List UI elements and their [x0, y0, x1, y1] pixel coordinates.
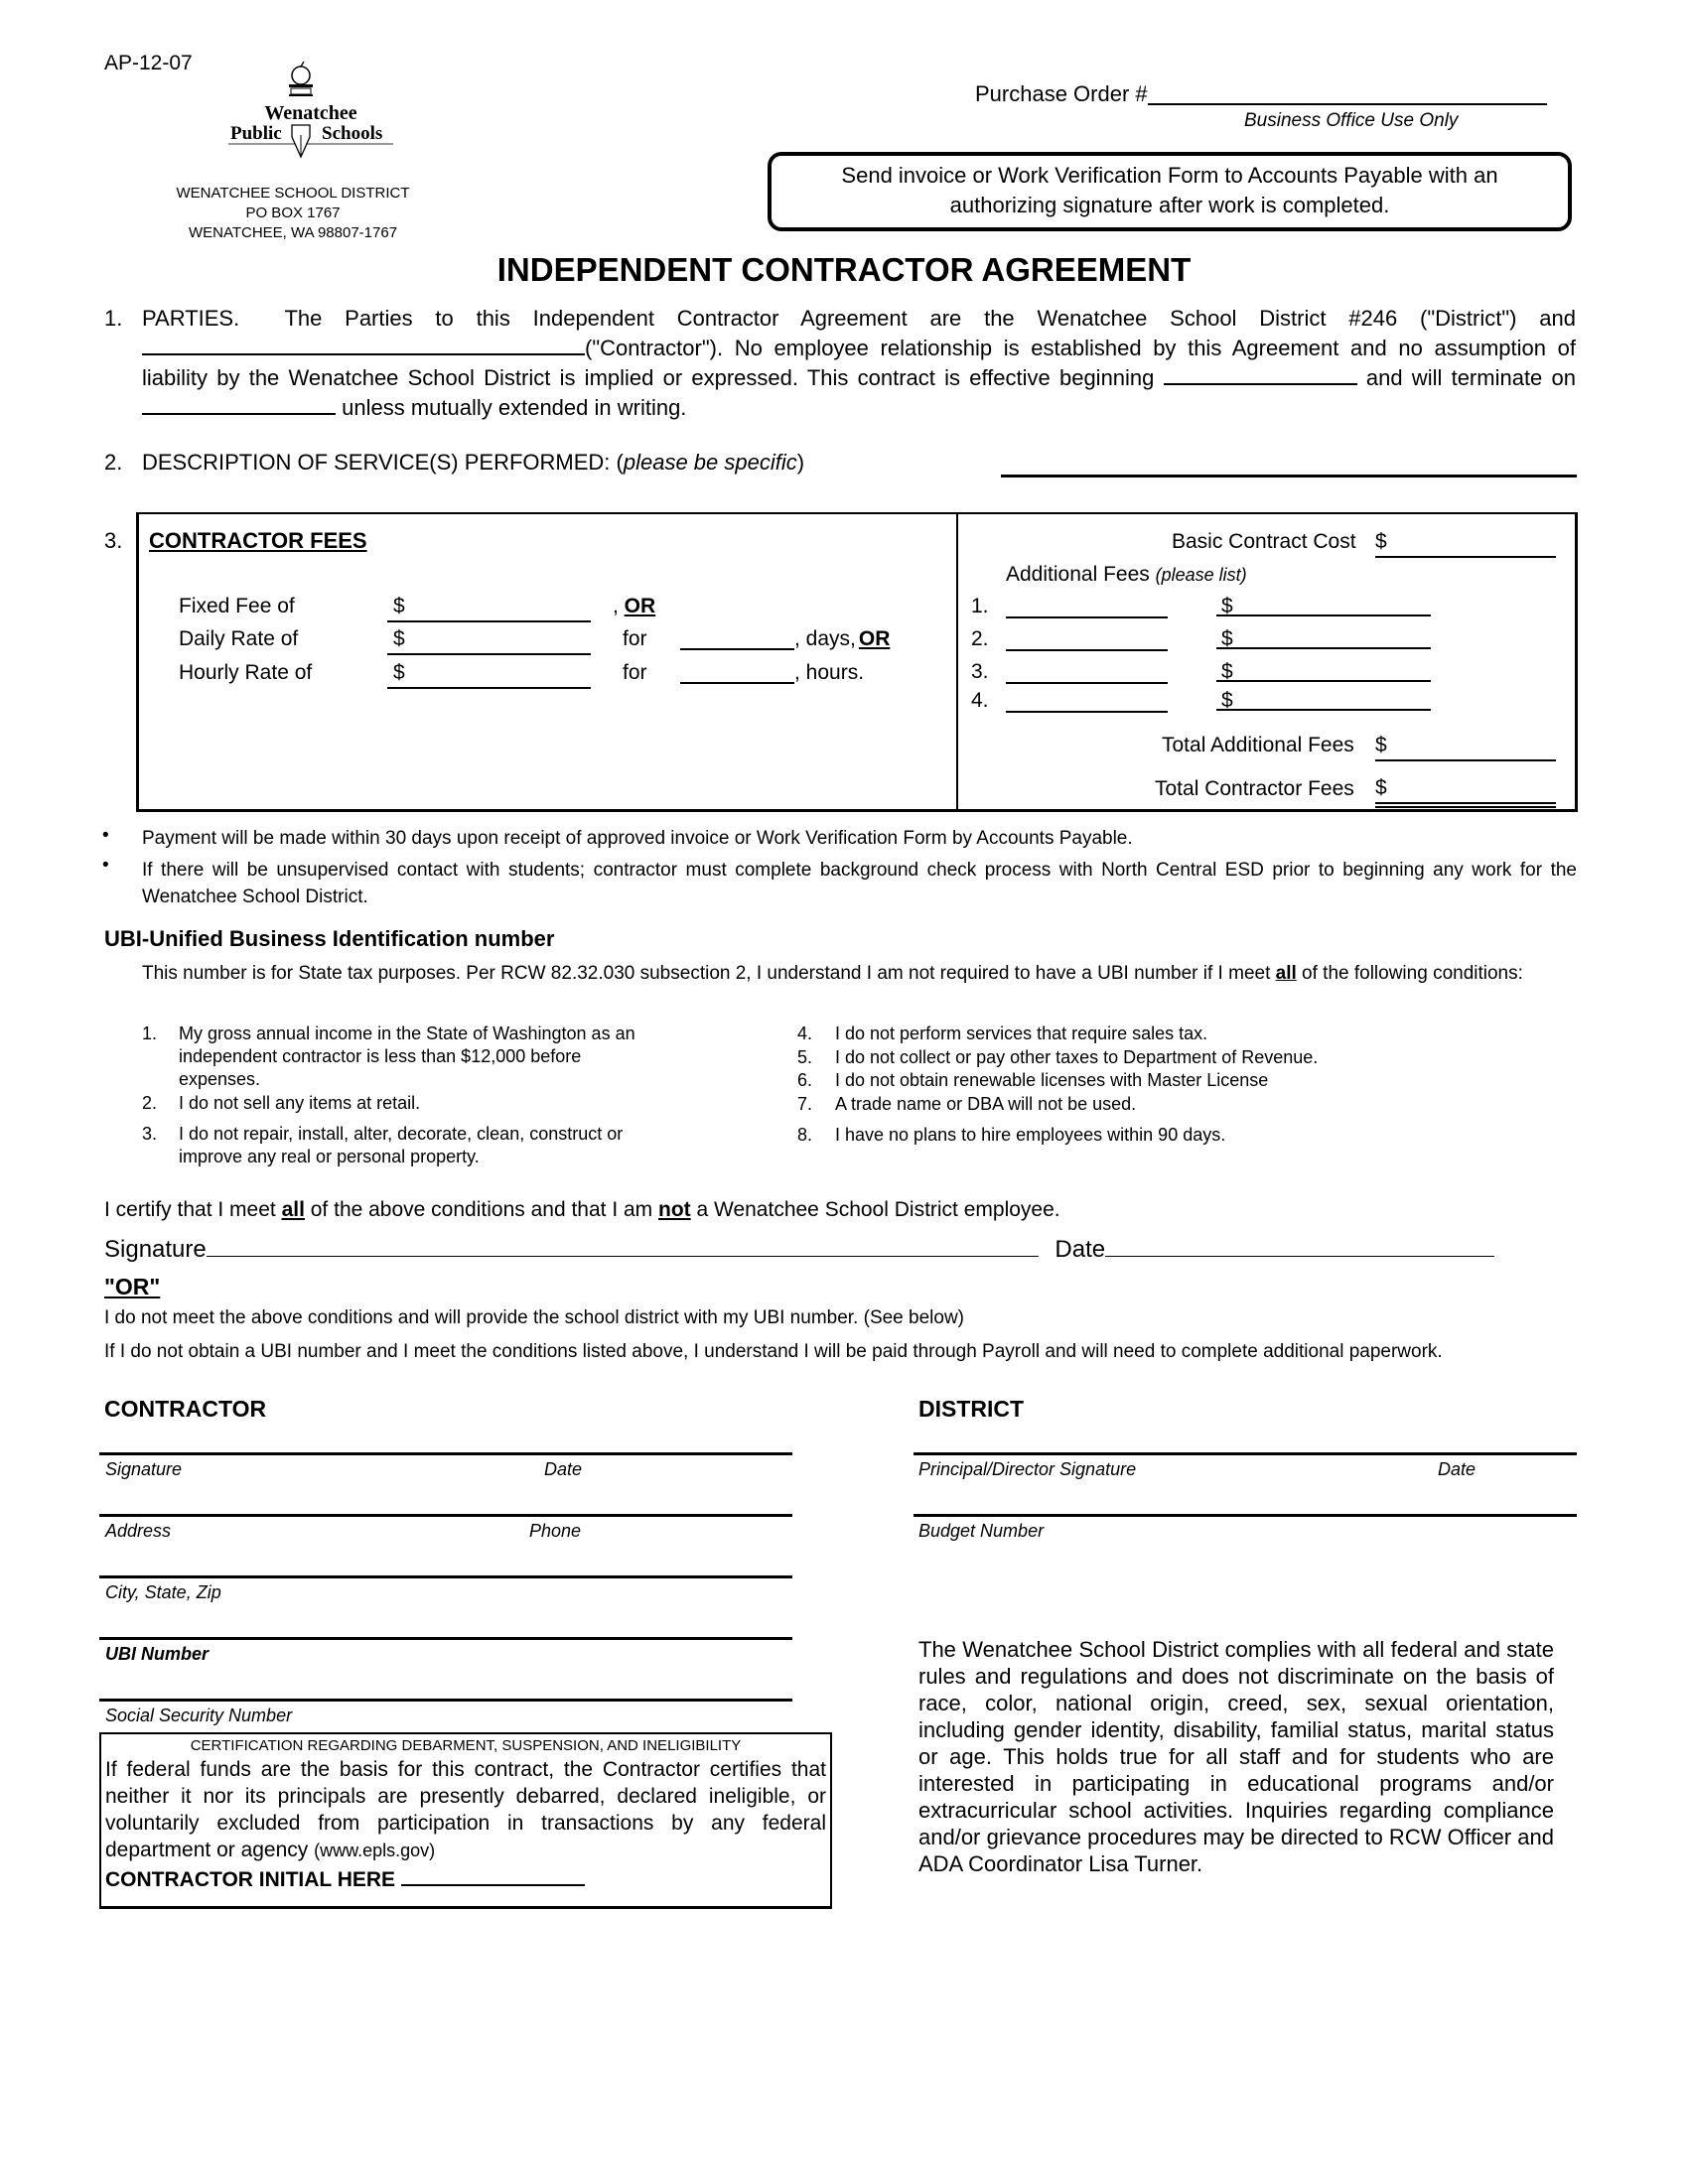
certification-text: If federal funds are the basis for this contract, the Contractor certifies that neither it nor its principals are presently debarred, declared ineligible, or voluntarily excluded from participation in transactions by any federal department or agency	[105, 1758, 826, 1861]
condition-number: 4.	[797, 1024, 813, 1043]
description-label: DESCRIPTION OF SERVICE(S) PERFORMED: (	[142, 450, 624, 475]
ubi-intro-all: all	[1275, 963, 1297, 984]
section1-text: The Parties to this Independent Contractor Agreement are the Wenatchee School District #246 ("District") and	[284, 306, 1577, 331]
contractor-city-field[interactable]	[99, 1575, 792, 1637]
ubi-signature-row	[104, 1232, 1494, 1265]
nondiscrimination-statement: The Wenatchee School District complies with all federal and state rules and regulations and does not discriminate on the basis of race, color, national origin, creed, sex, sexual orientation, including gender identity, disability, familial status, marital status or age. This holds true for all staff and for students who are interested in participating in educational programs and/or extracurricular school activities. Inquiries regarding compliance and/or grievance procedures may be directed to RCW Officer and ADA Coordinator Lisa Turner.	[918, 1637, 1554, 1876]
section3-number: 3.	[104, 528, 123, 553]
end-date-input[interactable]	[142, 393, 336, 415]
condition-number: 1.	[142, 1024, 158, 1043]
ubi-condition	[797, 1023, 1492, 1046]
ubi-heading: UBI-Unified Business Identification number	[104, 926, 555, 951]
condition-number: 6.	[797, 1070, 813, 1090]
fixed-fee-input[interactable]	[387, 593, 591, 622]
fee-number: 2.	[971, 627, 989, 650]
condition-text: I have no plans to hire employees within 90 days.	[835, 1125, 1226, 1145]
additional-fee-row	[971, 658, 1438, 687]
condition-text: I do not perform services that require sales tax.	[835, 1024, 1208, 1043]
field-label: Signature	[105, 1459, 183, 1479]
contractor-address-field[interactable]	[99, 1514, 792, 1575]
payment-bullet: Payment will be made within 30 days upon receipt of approved invoice or Work Verification Form by Accounts Payable.	[142, 828, 1133, 849]
section1-text: ("Contractor"). No employee relationship is established by this Agreement and no assumption of liability by the Wenatchee School District is implied or expressed. This contract is effective beginning	[142, 336, 1576, 390]
bullet-icon: •	[102, 855, 109, 876]
daily-for-label: for	[623, 627, 647, 650]
fee-amount-input[interactable]	[1216, 593, 1431, 616]
district-logo	[226, 60, 395, 159]
total-additional-fees-input[interactable]	[1375, 732, 1556, 761]
alt-ubi-statement: I do not meet the above conditions and will provide the school district with my UBI number. (See below)	[104, 1307, 964, 1328]
additional-fees-list	[971, 593, 1438, 720]
condition-text: A trade name or DBA will not be used.	[835, 1094, 1137, 1114]
ubi-condition	[797, 1124, 1492, 1147]
daily-rate-input[interactable]	[387, 625, 591, 655]
fixed-fee-or: , OR	[613, 595, 656, 617]
ubi-condition	[797, 1069, 1492, 1093]
field-label: UBI Number	[105, 1644, 210, 1664]
ubi-date-input[interactable]	[1105, 1232, 1494, 1257]
condition-text: I do not collect or pay other taxes to Department of Revenue.	[835, 1047, 1319, 1067]
basic-contract-cost-input[interactable]	[1375, 528, 1556, 558]
certification-body	[105, 1756, 826, 1864]
svg-text:Wenatchee: Wenatchee	[264, 102, 357, 124]
condition-number: 8.	[797, 1125, 813, 1145]
fee-number: 1.	[971, 595, 989, 617]
ubi-intro-text: This number is for State tax purposes. Per RCW 82.32.030 subsection 2, I understand I am not required to have a UBI number if I meet	[142, 963, 1276, 984]
payroll-statement: If I do not obtain a UBI number and I meet the conditions listed above, I understand I will be paid through Payroll and will need to complete additional paperwork.	[104, 1341, 1443, 1362]
contractor-ubi-field[interactable]	[99, 1637, 792, 1699]
hourly-hours-input[interactable]	[680, 682, 794, 684]
fee-description-input[interactable]	[1006, 660, 1168, 684]
condition-text: I do not sell any items at retail.	[179, 1093, 421, 1113]
district-fields	[914, 1452, 1577, 1557]
additional-fees-hint: (please list)	[1155, 565, 1247, 585]
additional-fees-text: Additional Fees	[1006, 563, 1150, 586]
hourly-for-label: for	[623, 661, 647, 684]
currency-symbol: $	[1221, 595, 1233, 617]
additional-fee-row	[971, 593, 1438, 625]
fee-number: 3.	[971, 660, 989, 683]
fee-amount-input[interactable]	[1216, 687, 1431, 711]
contractor-name-input[interactable]	[142, 334, 585, 355]
condition-number: 3.	[142, 1124, 158, 1144]
field-label: Date	[1438, 1459, 1477, 1479]
certify-not: not	[658, 1198, 691, 1221]
fee-description-input[interactable]	[1006, 689, 1168, 713]
district-address	[159, 184, 427, 243]
ubi-condition	[797, 1093, 1492, 1124]
ubi-conditions-right	[797, 1023, 1492, 1147]
hourly-rate-label: Hourly Rate of	[179, 661, 313, 684]
fee-description-input[interactable]	[1006, 595, 1168, 618]
hours-label: , hours.	[794, 661, 865, 684]
principal-signature-field[interactable]	[914, 1452, 1577, 1514]
fees-heading: CONTRACTOR FEES	[149, 528, 367, 553]
ubi-signature-input[interactable]	[207, 1232, 1039, 1257]
field-label: Budget Number	[918, 1521, 1045, 1541]
purchase-order-row	[975, 79, 1547, 109]
apple-on-books-pen-nib-icon	[226, 60, 395, 159]
field-label: Principal/Director Signature	[918, 1459, 1137, 1479]
condition-number: 5.	[797, 1047, 813, 1067]
fee-amount-input[interactable]	[1216, 658, 1431, 682]
certify-text: of the above conditions and that I am	[304, 1198, 658, 1221]
fee-amount-input[interactable]	[1216, 625, 1431, 649]
ubi-condition	[142, 1023, 668, 1092]
condition-text: I do not repair, install, alter, decorate, clean, construct or improve any real or personal property.	[179, 1124, 624, 1166]
notice-text: Send invoice or Work Verification Form to Accounts Payable with an authorizing signature after work is completed.	[841, 163, 1498, 217]
field-label: Date	[544, 1459, 583, 1479]
ubi-condition	[797, 1046, 1492, 1069]
currency-symbol: $	[1375, 776, 1387, 799]
debarment-certification-box	[99, 1732, 832, 1909]
fee-number: 4.	[971, 689, 989, 712]
section1-number: 1.	[104, 306, 123, 331]
ubi-signature-label: Signature	[104, 1236, 207, 1263]
certify-statement	[104, 1196, 1060, 1224]
section1-heading: PARTIES.	[142, 306, 240, 331]
additional-fees-label	[1006, 561, 1247, 589]
condition-text: I do not obtain renewable licenses with Master License	[835, 1070, 1269, 1090]
initial-label: CONTRACTOR INITIAL HERE	[105, 1868, 396, 1891]
fixed-fee-label: Fixed Fee of	[179, 595, 295, 617]
epls-link: (www.epls.gov)	[314, 1841, 436, 1860]
currency-symbol: $	[393, 627, 405, 650]
currency-symbol: $	[393, 661, 405, 684]
daily-rate-label: Daily Rate of	[179, 627, 299, 650]
initial-row	[105, 1864, 826, 1893]
total-contractor-fees-input[interactable]	[1375, 774, 1556, 808]
ubi-intro-text: of the following conditions:	[1296, 963, 1523, 984]
currency-symbol: $	[1221, 660, 1233, 683]
purchase-order-input[interactable]	[1148, 81, 1547, 105]
start-date-input[interactable]	[1164, 363, 1357, 385]
section2-number: 2.	[104, 450, 123, 475]
district-heading: DISTRICT	[918, 1396, 1025, 1422]
hourly-rate-input[interactable]	[387, 659, 591, 689]
section1-text: and will terminate on	[1365, 365, 1576, 390]
additional-fee-row	[971, 625, 1438, 658]
notice-box	[768, 152, 1572, 231]
address-line: WENATCHEE, WA 98807-1767	[188, 224, 398, 241]
contractor-heading: CONTRACTOR	[104, 1396, 267, 1422]
or-label: OR	[858, 627, 891, 650]
ubi-date-label: Date	[1055, 1236, 1106, 1263]
contractor-signature-field[interactable]	[99, 1452, 792, 1514]
total-contractor-fees-label: Total Contractor Fees	[1155, 777, 1354, 800]
form-code: AP-12-07	[104, 52, 193, 74]
ubi-intro	[142, 961, 1577, 987]
basic-contract-cost-label: Basic Contract Cost	[1172, 530, 1356, 553]
address-line: WENATCHEE SCHOOL DISTRICT	[176, 185, 410, 202]
certify-all: all	[281, 1198, 305, 1221]
daily-days-input[interactable]	[680, 648, 794, 650]
currency-symbol: $	[1375, 734, 1387, 756]
budget-number-field[interactable]	[914, 1514, 1577, 1557]
currency-symbol: $	[1375, 530, 1387, 553]
purchase-order-label: Purchase Order #	[975, 81, 1148, 106]
contractor-fields	[99, 1452, 792, 1741]
field-label: Social Security Number	[105, 1706, 293, 1725]
ubi-condition	[142, 1092, 668, 1123]
description-hint: please be specific	[623, 450, 797, 475]
ubi-condition	[142, 1123, 668, 1168]
days-text: , days,	[794, 627, 856, 650]
currency-symbol: $	[393, 595, 405, 617]
svg-text:Public: Public	[230, 123, 282, 144]
address-line: PO BOX 1767	[245, 205, 341, 221]
condition-number: 2.	[142, 1093, 158, 1113]
condition-number: 7.	[797, 1094, 813, 1114]
certification-title: CERTIFICATION REGARDING DEBARMENT, SUSPENSION, AND INELIGIBILITY	[190, 1737, 742, 1754]
background-check-bullet: If there will be unsupervised contact with students; contractor must complete background check process with North Central ESD prior to beginning any work for the Wenatchee School District.	[142, 860, 1577, 907]
business-office-note: Business Office Use Only	[1244, 110, 1459, 131]
bullet-icon: •	[102, 825, 109, 846]
contractor-initial-input[interactable]	[401, 1864, 585, 1886]
fees-divider	[956, 513, 958, 811]
field-label: City, State, Zip	[105, 1582, 221, 1602]
section2-label	[142, 448, 804, 478]
currency-symbol: $	[1221, 689, 1233, 712]
or-divider: "OR"	[104, 1274, 161, 1299]
days-label	[794, 625, 890, 653]
ubi-conditions-left	[142, 1023, 668, 1168]
description-input[interactable]	[1001, 475, 1577, 478]
field-label: Address	[105, 1521, 172, 1541]
condition-text: My gross annual income in the State of Washington as an independent contractor is less than $12,000 before expenses.	[179, 1024, 635, 1089]
currency-symbol: $	[1221, 627, 1233, 650]
total-additional-fees-label: Total Additional Fees	[1162, 734, 1354, 756]
section1-text: unless mutually extended in writing.	[342, 395, 687, 420]
svg-text:Schools: Schools	[322, 123, 383, 144]
certify-text: a Wenatchee School District employee.	[690, 1198, 1060, 1221]
fee-description-input[interactable]	[1006, 627, 1168, 651]
or-label: OR	[624, 595, 656, 617]
certify-text: I certify that I meet	[104, 1198, 282, 1221]
additional-fee-row	[971, 687, 1438, 720]
field-label: Phone	[529, 1521, 582, 1541]
page-title: INDEPENDENT CONTRACTOR AGREEMENT	[496, 251, 1192, 288]
section1-parties	[142, 304, 1576, 423]
description-label-close: )	[796, 450, 805, 475]
